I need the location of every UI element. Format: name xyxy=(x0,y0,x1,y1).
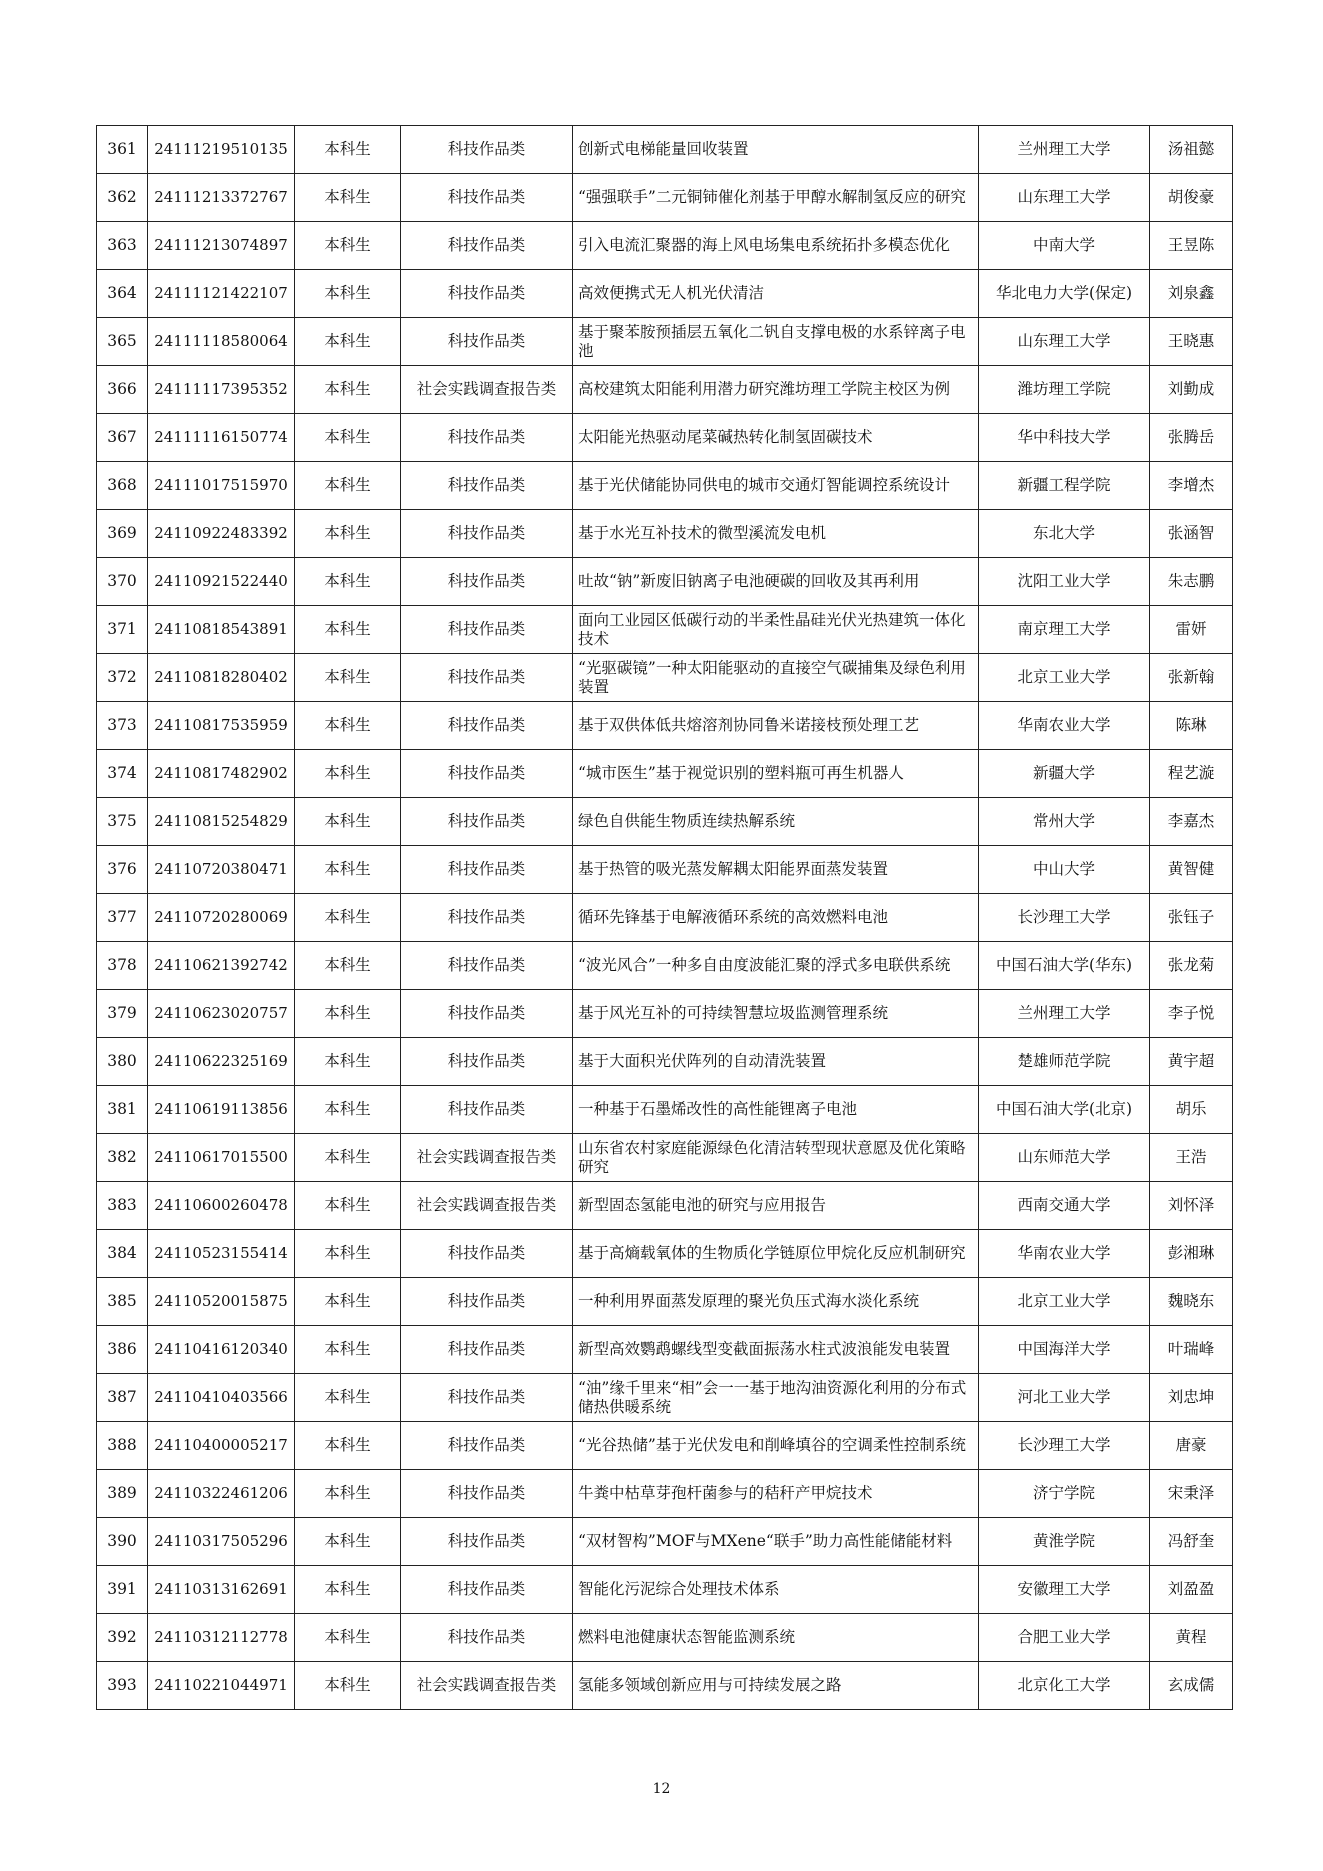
leader-name-cell: 彭湘琳 xyxy=(1150,1230,1233,1278)
student-level-cell: 本科生 xyxy=(295,1134,401,1182)
table-row xyxy=(97,510,1233,558)
table-row xyxy=(97,846,1233,894)
row-number-cell: 381 xyxy=(97,1086,148,1134)
category-cell: 科技作品类 xyxy=(401,750,573,798)
row-number-cell: 379 xyxy=(97,990,148,1038)
leader-name-cell: 冯舒奎 xyxy=(1150,1518,1233,1566)
category-cell: 科技作品类 xyxy=(401,414,573,462)
student-level-cell: 本科生 xyxy=(295,942,401,990)
awards-table xyxy=(96,125,1233,1710)
row-number-cell: 367 xyxy=(97,414,148,462)
student-level-cell: 本科生 xyxy=(295,174,401,222)
school-cell: 新疆工程学院 xyxy=(979,462,1150,510)
table-body xyxy=(97,126,1233,1710)
category-cell: 科技作品类 xyxy=(401,510,573,558)
student-level-cell: 本科生 xyxy=(295,318,401,366)
category-cell: 科技作品类 xyxy=(401,606,573,654)
school-cell: 潍坊理工学院 xyxy=(979,366,1150,414)
school-cell: 北京工业大学 xyxy=(979,654,1150,702)
student-level-cell: 本科生 xyxy=(295,222,401,270)
category-cell: 科技作品类 xyxy=(401,126,573,174)
table-row xyxy=(97,1470,1233,1518)
table-row xyxy=(97,558,1233,606)
school-cell: 西南交通大学 xyxy=(979,1182,1150,1230)
table-row xyxy=(97,1230,1233,1278)
school-cell: 华南农业大学 xyxy=(979,1230,1150,1278)
registration-id-cell: 24110818280402 xyxy=(148,654,295,702)
category-cell: 社会实践调查报告类 xyxy=(401,1182,573,1230)
student-level-cell: 本科生 xyxy=(295,414,401,462)
registration-id-cell: 24110921522440 xyxy=(148,558,295,606)
project-title-cell: 基于聚苯胺预插层五氧化二钒自支撑电极的水系锌离子电池 xyxy=(573,318,979,366)
school-cell: 新疆大学 xyxy=(979,750,1150,798)
leader-name-cell: 刘盈盈 xyxy=(1150,1566,1233,1614)
registration-id-cell: 24110817482902 xyxy=(148,750,295,798)
project-title-cell: 基于高熵载氧体的生物质化学链原位甲烷化反应机制研究 xyxy=(573,1230,979,1278)
project-title-cell: 牛粪中枯草芽孢杆菌参与的秸秆产甲烷技术 xyxy=(573,1470,979,1518)
row-number-cell: 383 xyxy=(97,1182,148,1230)
table-row xyxy=(97,750,1233,798)
category-cell: 科技作品类 xyxy=(401,1470,573,1518)
student-level-cell: 本科生 xyxy=(295,1518,401,1566)
project-title-cell: 基于光伏储能协同供电的城市交通灯智能调控系统设计 xyxy=(573,462,979,510)
project-title-cell: 创新式电梯能量回收装置 xyxy=(573,126,979,174)
registration-id-cell: 24110619113856 xyxy=(148,1086,295,1134)
category-cell: 科技作品类 xyxy=(401,1566,573,1614)
row-number-cell: 385 xyxy=(97,1278,148,1326)
leader-name-cell: 张新翰 xyxy=(1150,654,1233,702)
project-title-cell: 基于热管的吸光蒸发解耦太阳能界面蒸发装置 xyxy=(573,846,979,894)
row-number-cell: 364 xyxy=(97,270,148,318)
leader-name-cell: 李子悦 xyxy=(1150,990,1233,1038)
table-row xyxy=(97,654,1233,702)
row-number-cell: 376 xyxy=(97,846,148,894)
project-title-cell: “强强联手”二元铜铈催化剂基于甲醇水解制氢反应的研究 xyxy=(573,174,979,222)
registration-id-cell: 24111017515970 xyxy=(148,462,295,510)
row-number-cell: 370 xyxy=(97,558,148,606)
student-level-cell: 本科生 xyxy=(295,1278,401,1326)
registration-id-cell: 24110322461206 xyxy=(148,1470,295,1518)
table-row xyxy=(97,126,1233,174)
project-title-cell: 基于风光互补的可持续智慧垃圾监测管理系统 xyxy=(573,990,979,1038)
table-row xyxy=(97,1614,1233,1662)
table-row xyxy=(97,798,1233,846)
leader-name-cell: 汤祖懿 xyxy=(1150,126,1233,174)
table-row xyxy=(97,270,1233,318)
leader-name-cell: 雷妍 xyxy=(1150,606,1233,654)
student-level-cell: 本科生 xyxy=(295,1662,401,1710)
student-level-cell: 本科生 xyxy=(295,510,401,558)
student-level-cell: 本科生 xyxy=(295,702,401,750)
project-title-cell: “双材智构”MOF与MXene“联手”助力高性能储能材料 xyxy=(573,1518,979,1566)
project-title-cell: 新型固态氢能电池的研究与应用报告 xyxy=(573,1182,979,1230)
registration-id-cell: 24110720380471 xyxy=(148,846,295,894)
row-number-cell: 366 xyxy=(97,366,148,414)
school-cell: 中山大学 xyxy=(979,846,1150,894)
category-cell: 科技作品类 xyxy=(401,1038,573,1086)
leader-name-cell: 黄智健 xyxy=(1150,846,1233,894)
school-cell: 合肥工业大学 xyxy=(979,1614,1150,1662)
school-cell: 中南大学 xyxy=(979,222,1150,270)
leader-name-cell: 张腾岳 xyxy=(1150,414,1233,462)
project-title-cell: 氢能多领域创新应用与可持续发展之路 xyxy=(573,1662,979,1710)
category-cell: 科技作品类 xyxy=(401,846,573,894)
school-cell: 济宁学院 xyxy=(979,1470,1150,1518)
leader-name-cell: 胡俊豪 xyxy=(1150,174,1233,222)
school-cell: 东北大学 xyxy=(979,510,1150,558)
leader-name-cell: 玄成儒 xyxy=(1150,1662,1233,1710)
leader-name-cell: 程艺漩 xyxy=(1150,750,1233,798)
table-row xyxy=(97,222,1233,270)
leader-name-cell: 朱志鹏 xyxy=(1150,558,1233,606)
student-level-cell: 本科生 xyxy=(295,558,401,606)
category-cell: 科技作品类 xyxy=(401,798,573,846)
row-number-cell: 388 xyxy=(97,1422,148,1470)
row-number-cell: 371 xyxy=(97,606,148,654)
school-cell: 兰州理工大学 xyxy=(979,990,1150,1038)
registration-id-cell: 24110922483392 xyxy=(148,510,295,558)
category-cell: 社会实践调查报告类 xyxy=(401,1662,573,1710)
row-number-cell: 373 xyxy=(97,702,148,750)
project-title-cell: “城市医生”基于视觉识别的塑料瓶可再生机器人 xyxy=(573,750,979,798)
category-cell: 科技作品类 xyxy=(401,270,573,318)
student-level-cell: 本科生 xyxy=(295,750,401,798)
student-level-cell: 本科生 xyxy=(295,1182,401,1230)
student-level-cell: 本科生 xyxy=(295,1470,401,1518)
leader-name-cell: 张龙菊 xyxy=(1150,942,1233,990)
registration-id-cell: 24110622325169 xyxy=(148,1038,295,1086)
table-row xyxy=(97,1662,1233,1710)
table-row xyxy=(97,1086,1233,1134)
school-cell: 山东师范大学 xyxy=(979,1134,1150,1182)
project-title-cell: “光驱碳镜”一种太阳能驱动的直接空气碳捕集及绿色利用装置 xyxy=(573,654,979,702)
student-level-cell: 本科生 xyxy=(295,606,401,654)
school-cell: 安徽理工大学 xyxy=(979,1566,1150,1614)
table-row xyxy=(97,894,1233,942)
school-cell: 北京工业大学 xyxy=(979,1278,1150,1326)
category-cell: 科技作品类 xyxy=(401,1230,573,1278)
leader-name-cell: 刘忠坤 xyxy=(1150,1374,1233,1422)
row-number-cell: 378 xyxy=(97,942,148,990)
row-number-cell: 393 xyxy=(97,1662,148,1710)
school-cell: 山东理工大学 xyxy=(979,174,1150,222)
category-cell: 科技作品类 xyxy=(401,1518,573,1566)
registration-id-cell: 24110400005217 xyxy=(148,1422,295,1470)
table-row xyxy=(97,1038,1233,1086)
row-number-cell: 387 xyxy=(97,1374,148,1422)
table-row xyxy=(97,414,1233,462)
student-level-cell: 本科生 xyxy=(295,1422,401,1470)
leader-name-cell: 张钰子 xyxy=(1150,894,1233,942)
school-cell: 华中科技大学 xyxy=(979,414,1150,462)
project-title-cell: 吐故“钠”新废旧钠离子电池硬碳的回收及其再利用 xyxy=(573,558,979,606)
table-row xyxy=(97,1518,1233,1566)
row-number-cell: 372 xyxy=(97,654,148,702)
row-number-cell: 392 xyxy=(97,1614,148,1662)
table-row xyxy=(97,942,1233,990)
leader-name-cell: 张涵智 xyxy=(1150,510,1233,558)
student-level-cell: 本科生 xyxy=(295,654,401,702)
student-level-cell: 本科生 xyxy=(295,798,401,846)
leader-name-cell: 黄宇超 xyxy=(1150,1038,1233,1086)
table-row xyxy=(97,1326,1233,1374)
row-number-cell: 375 xyxy=(97,798,148,846)
registration-id-cell: 24110720280069 xyxy=(148,894,295,942)
row-number-cell: 365 xyxy=(97,318,148,366)
student-level-cell: 本科生 xyxy=(295,990,401,1038)
category-cell: 科技作品类 xyxy=(401,1422,573,1470)
registration-id-cell: 24110416120340 xyxy=(148,1326,295,1374)
project-title-cell: 高校建筑太阳能利用潜力研究潍坊理工学院主校区为例 xyxy=(573,366,979,414)
project-title-cell: 一种基于石墨烯改性的高性能锂离子电池 xyxy=(573,1086,979,1134)
row-number-cell: 369 xyxy=(97,510,148,558)
leader-name-cell: 王晓惠 xyxy=(1150,318,1233,366)
leader-name-cell: 王浩 xyxy=(1150,1134,1233,1182)
table-row xyxy=(97,366,1233,414)
project-title-cell: 基于大面积光伏阵列的自动清洗装置 xyxy=(573,1038,979,1086)
table-row xyxy=(97,174,1233,222)
category-cell: 科技作品类 xyxy=(401,1086,573,1134)
row-number-cell: 386 xyxy=(97,1326,148,1374)
school-cell: 南京理工大学 xyxy=(979,606,1150,654)
student-level-cell: 本科生 xyxy=(295,1086,401,1134)
student-level-cell: 本科生 xyxy=(295,1614,401,1662)
row-number-cell: 391 xyxy=(97,1566,148,1614)
project-title-cell: 循环先锋基于电解液循环系统的高效燃料电池 xyxy=(573,894,979,942)
category-cell: 科技作品类 xyxy=(401,990,573,1038)
school-cell: 黄淮学院 xyxy=(979,1518,1150,1566)
school-cell: 北京化工大学 xyxy=(979,1662,1150,1710)
student-level-cell: 本科生 xyxy=(295,1374,401,1422)
school-cell: 长沙理工大学 xyxy=(979,894,1150,942)
student-level-cell: 本科生 xyxy=(295,366,401,414)
table-row xyxy=(97,1566,1233,1614)
student-level-cell: 本科生 xyxy=(295,462,401,510)
project-title-cell: 高效便携式无人机光伏清洁 xyxy=(573,270,979,318)
page-number: 12 xyxy=(652,1781,671,1797)
project-title-cell: 引入电流汇聚器的海上风电场集电系统拓扑多模态优化 xyxy=(573,222,979,270)
project-title-cell: 绿色自供能生物质连续热解系统 xyxy=(573,798,979,846)
row-number-cell: 382 xyxy=(97,1134,148,1182)
school-cell: 长沙理工大学 xyxy=(979,1422,1150,1470)
leader-name-cell: 唐豪 xyxy=(1150,1422,1233,1470)
leader-name-cell: 刘泉鑫 xyxy=(1150,270,1233,318)
registration-id-cell: 24111213372767 xyxy=(148,174,295,222)
project-title-cell: 新型高效鹦鹉螺线型变截面振荡水柱式波浪能发电装置 xyxy=(573,1326,979,1374)
project-title-cell: 燃料电池健康状态智能监测系统 xyxy=(573,1614,979,1662)
table-row xyxy=(97,1182,1233,1230)
registration-id-cell: 24110312112778 xyxy=(148,1614,295,1662)
project-title-cell: 基于双供体低共熔溶剂协同鲁米诺接枝预处理工艺 xyxy=(573,702,979,750)
school-cell: 沈阳工业大学 xyxy=(979,558,1150,606)
project-title-cell: “光谷热储”基于光伏发电和削峰填谷的空调柔性控制系统 xyxy=(573,1422,979,1470)
registration-id-cell: 24111121422107 xyxy=(148,270,295,318)
student-level-cell: 本科生 xyxy=(295,1326,401,1374)
row-number-cell: 361 xyxy=(97,126,148,174)
category-cell: 科技作品类 xyxy=(401,894,573,942)
project-title-cell: 太阳能光热驱动尾菜碱热转化制氢固碳技术 xyxy=(573,414,979,462)
row-number-cell: 389 xyxy=(97,1470,148,1518)
registration-id-cell: 24110523155414 xyxy=(148,1230,295,1278)
project-title-cell: 智能化污泥综合处理技术体系 xyxy=(573,1566,979,1614)
registration-id-cell: 24111213074897 xyxy=(148,222,295,270)
registration-id-cell: 24110600260478 xyxy=(148,1182,295,1230)
registration-id-cell: 24111219510135 xyxy=(148,126,295,174)
category-cell: 科技作品类 xyxy=(401,462,573,510)
row-number-cell: 374 xyxy=(97,750,148,798)
table-row xyxy=(97,1134,1233,1182)
school-cell: 山东理工大学 xyxy=(979,318,1150,366)
school-cell: 中国石油大学(北京) xyxy=(979,1086,1150,1134)
leader-name-cell: 李增杰 xyxy=(1150,462,1233,510)
registration-id-cell: 24110221044971 xyxy=(148,1662,295,1710)
project-title-cell: 基于水光互补技术的微型溪流发电机 xyxy=(573,510,979,558)
row-number-cell: 390 xyxy=(97,1518,148,1566)
project-title-cell: 山东省农村家庭能源绿色化清洁转型现状意愿及优化策略研究 xyxy=(573,1134,979,1182)
category-cell: 科技作品类 xyxy=(401,222,573,270)
school-cell: 中国海洋大学 xyxy=(979,1326,1150,1374)
registration-id-cell: 24110317505296 xyxy=(148,1518,295,1566)
registration-id-cell: 24110817535959 xyxy=(148,702,295,750)
table-row xyxy=(97,1422,1233,1470)
category-cell: 科技作品类 xyxy=(401,702,573,750)
student-level-cell: 本科生 xyxy=(295,270,401,318)
table-row xyxy=(97,1278,1233,1326)
category-cell: 科技作品类 xyxy=(401,1614,573,1662)
category-cell: 科技作品类 xyxy=(401,318,573,366)
school-cell: 兰州理工大学 xyxy=(979,126,1150,174)
registration-id-cell: 24111116150774 xyxy=(148,414,295,462)
category-cell: 科技作品类 xyxy=(401,654,573,702)
row-number-cell: 380 xyxy=(97,1038,148,1086)
leader-name-cell: 王昱陈 xyxy=(1150,222,1233,270)
row-number-cell: 363 xyxy=(97,222,148,270)
leader-name-cell: 胡乐 xyxy=(1150,1086,1233,1134)
category-cell: 科技作品类 xyxy=(401,174,573,222)
category-cell: 科技作品类 xyxy=(401,558,573,606)
leader-name-cell: 叶瑞峰 xyxy=(1150,1326,1233,1374)
row-number-cell: 368 xyxy=(97,462,148,510)
project-title-cell: 面向工业园区低碳行动的半柔性晶硅光伏光热建筑一体化技术 xyxy=(573,606,979,654)
registration-id-cell: 24110520015875 xyxy=(148,1278,295,1326)
student-level-cell: 本科生 xyxy=(295,894,401,942)
leader-name-cell: 刘勤成 xyxy=(1150,366,1233,414)
registration-id-cell: 24110621392742 xyxy=(148,942,295,990)
category-cell: 社会实践调查报告类 xyxy=(401,366,573,414)
registration-id-cell: 24110815254829 xyxy=(148,798,295,846)
row-number-cell: 384 xyxy=(97,1230,148,1278)
category-cell: 社会实践调查报告类 xyxy=(401,1134,573,1182)
registration-id-cell: 24110410403566 xyxy=(148,1374,295,1422)
category-cell: 科技作品类 xyxy=(401,1326,573,1374)
student-level-cell: 本科生 xyxy=(295,846,401,894)
row-number-cell: 377 xyxy=(97,894,148,942)
school-cell: 华北电力大学(保定) xyxy=(979,270,1150,318)
row-number-cell: 362 xyxy=(97,174,148,222)
registration-id-cell: 24110623020757 xyxy=(148,990,295,1038)
registration-id-cell: 24111118580064 xyxy=(148,318,295,366)
student-level-cell: 本科生 xyxy=(295,126,401,174)
school-cell: 中国石油大学(华东) xyxy=(979,942,1150,990)
table-row xyxy=(97,606,1233,654)
registration-id-cell: 24111117395352 xyxy=(148,366,295,414)
leader-name-cell: 陈琳 xyxy=(1150,702,1233,750)
leader-name-cell: 魏晓东 xyxy=(1150,1278,1233,1326)
registration-id-cell: 24110818543891 xyxy=(148,606,295,654)
table-row xyxy=(97,990,1233,1038)
project-title-cell: 一种利用界面蒸发原理的聚光负压式海水淡化系统 xyxy=(573,1278,979,1326)
category-cell: 科技作品类 xyxy=(401,942,573,990)
table-row xyxy=(97,462,1233,510)
school-cell: 常州大学 xyxy=(979,798,1150,846)
registration-id-cell: 24110313162691 xyxy=(148,1566,295,1614)
category-cell: 科技作品类 xyxy=(401,1278,573,1326)
leader-name-cell: 宋秉泽 xyxy=(1150,1470,1233,1518)
table-row xyxy=(97,318,1233,366)
leader-name-cell: 刘怀泽 xyxy=(1150,1182,1233,1230)
registration-id-cell: 24110617015500 xyxy=(148,1134,295,1182)
leader-name-cell: 李嘉杰 xyxy=(1150,798,1233,846)
student-level-cell: 本科生 xyxy=(295,1038,401,1086)
school-cell: 河北工业大学 xyxy=(979,1374,1150,1422)
project-title-cell: “油”缘千里来“相”会一一基于地沟油资源化利用的分布式储热供暖系统 xyxy=(573,1374,979,1422)
school-cell: 华南农业大学 xyxy=(979,702,1150,750)
school-cell: 楚雄师范学院 xyxy=(979,1038,1150,1086)
table-row xyxy=(97,1374,1233,1422)
category-cell: 科技作品类 xyxy=(401,1374,573,1422)
project-title-cell: “波光风合”一种多自由度波能汇聚的浮式多电联供系统 xyxy=(573,942,979,990)
table-row xyxy=(97,702,1233,750)
leader-name-cell: 黄程 xyxy=(1150,1614,1233,1662)
student-level-cell: 本科生 xyxy=(295,1230,401,1278)
student-level-cell: 本科生 xyxy=(295,1566,401,1614)
